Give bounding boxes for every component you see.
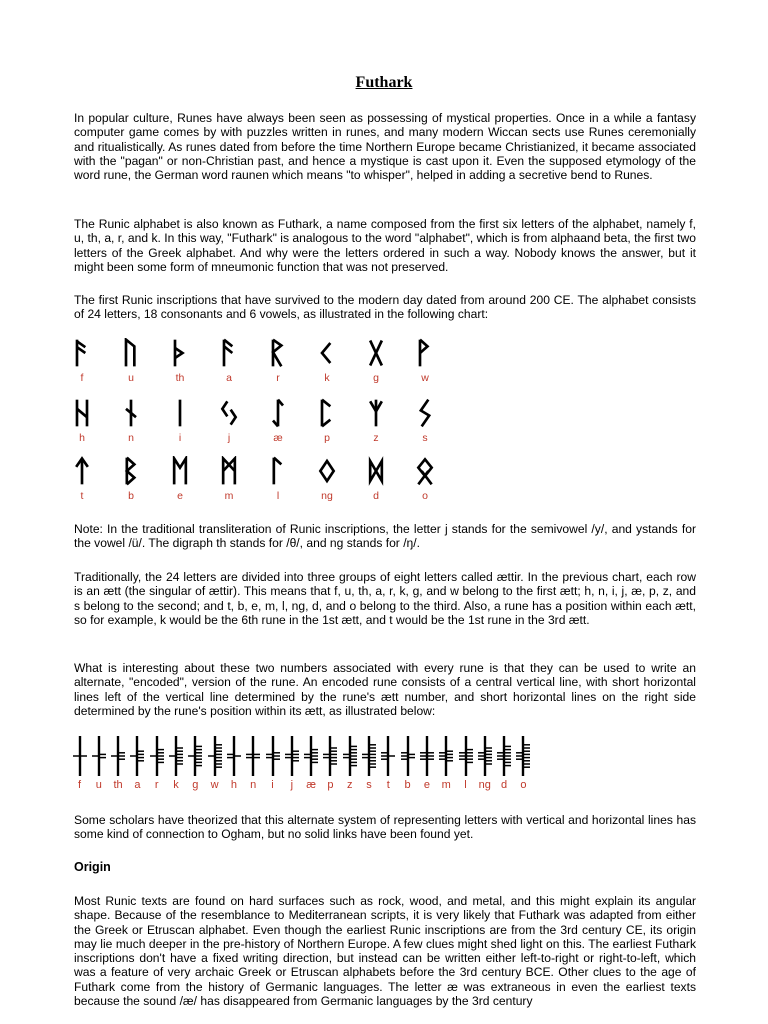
rune-h — [58, 398, 106, 444]
encoded-rune-label: t — [386, 779, 390, 791]
encoded-rune-label: h — [230, 779, 237, 791]
encoded-rune-s — [360, 735, 379, 791]
rune-chart-row-3 — [58, 456, 458, 511]
rune-glyph-kaun — [317, 338, 337, 368]
encoded-rune-label: w — [210, 779, 219, 791]
encoded-rune-label: s — [366, 779, 372, 791]
rune-label: w — [421, 372, 429, 384]
encoded-rune-p — [321, 735, 340, 791]
rune-label: l — [276, 490, 280, 502]
encoded-rune-label: d — [501, 779, 508, 791]
rune-label: d — [373, 490, 379, 502]
encoded-rune-z — [340, 735, 359, 791]
rune-label: t — [80, 490, 84, 502]
rune-w — [401, 338, 449, 384]
rune-t — [58, 456, 106, 502]
encoded-rune-t — [379, 735, 398, 791]
rune-glyph-eihwaz — [268, 398, 288, 428]
rune-label: ng — [321, 490, 333, 502]
rune-label: f — [80, 372, 84, 384]
rune-label: h — [79, 432, 85, 444]
encoded-rune-label: k — [173, 779, 179, 791]
encoded-rune-o — [514, 735, 533, 791]
rune-label: æ — [273, 432, 283, 444]
rune-glyph-berkano — [121, 456, 141, 486]
rune-ng — [303, 456, 351, 502]
rune-glyph-dagaz — [366, 456, 386, 486]
rune-label: i — [178, 432, 182, 444]
rune-th — [156, 338, 204, 384]
rune-k — [303, 338, 351, 384]
paragraph-first-inscriptions: The first Runic inscriptions that have survived to the modern day dated from around 200 CE. The alphabet consists of 24 letters, 18 consonants and 6 vowels, as illustrated in the following chart: — [74, 293, 696, 322]
rune-f — [58, 338, 106, 384]
encoded-rune-label: ng — [478, 779, 491, 791]
encoded-rune-label: n — [250, 779, 257, 791]
encoded-rune-ng — [475, 735, 494, 791]
encoded-rune-label: u — [95, 779, 102, 791]
encoded-rune-label: r — [154, 779, 159, 791]
rune-chart-row-2 — [58, 398, 458, 453]
rune-u — [107, 338, 155, 384]
page-title: Futhark — [355, 74, 413, 91]
rune-m — [205, 456, 253, 502]
encoded-rune-m — [437, 735, 456, 791]
encoded-rune-label: æ — [306, 779, 316, 791]
rune-i — [156, 398, 204, 444]
paragraph-futhark-name: The Runic alphabet is also known as Futhark, a name composed from the first six letters of the alphabet, namely f, u, th, a, r, and k. In this way, "Futhark" is analogous to the word "alphabet", which is from alphaand beta, the first two letters of the Greek alphabet. And why were the letters ordered in such a way. Nobody knows the answer, but it might been some form of mneumonic function that was not preserved. — [74, 217, 696, 274]
encoded-rune-label: th — [113, 779, 123, 791]
encoded-rune-label: e — [423, 779, 430, 791]
rune-glyph-hagalaz — [72, 398, 92, 428]
rune-glyph-tiwaz — [72, 456, 92, 486]
rune-glyph-raido — [268, 338, 288, 368]
rune-chart-row-1 — [58, 338, 458, 393]
section-heading-origin: Origin — [74, 860, 111, 874]
encoded-rune-b — [398, 735, 417, 791]
encoded-rune-j — [282, 735, 301, 791]
rune-label: th — [175, 372, 185, 384]
rune-glyph-uruz — [121, 338, 141, 368]
rune-label: z — [373, 432, 379, 444]
rune-label: b — [128, 490, 134, 502]
rune-glyph-algiz — [366, 398, 386, 428]
rune-label: n — [128, 432, 134, 444]
rune-b — [107, 456, 155, 502]
rune-glyph-ingwaz — [317, 456, 337, 486]
encoded-rune-h — [224, 735, 243, 791]
paragraph-aettir: Traditionally, the 24 letters are divided into three groups of eight letters called ættir. In the previous chart, each row is an ætt (the singular of ættir). This means that f, u, th, a, r, k, g, and w belong to the first ætt; h, n, i, j, æ, p, z, and s belong to the second; and t, b, e, m, l, ng, d, and o belong to the third. Also, a rune has a position within each ætt, so for example, k would be the 6th rune in the 1st ætt, and t would be the 1st rune in the 3rd ætt. — [74, 570, 696, 627]
rune-label: j — [227, 432, 231, 444]
rune-n — [107, 398, 155, 444]
rune-glyph-ehwaz — [170, 456, 190, 486]
encoded-rune-i — [263, 735, 282, 791]
encoded-rune-label: o — [520, 779, 527, 791]
rune-glyph-ansuz — [219, 338, 239, 368]
encoded-rune-r — [147, 735, 166, 791]
rune-glyph-mannaz — [219, 456, 239, 486]
rune-e — [156, 456, 204, 502]
encoded-rune-label: i — [271, 779, 274, 791]
rune-g — [352, 338, 400, 384]
encoded-rune-th — [109, 735, 128, 791]
encoded-rune-e — [417, 735, 436, 791]
rune-p — [303, 398, 351, 444]
encoded-rune-æ — [302, 735, 321, 791]
paragraph-origin: Most Runic texts are found on hard surfaces such as rock, wood, and metal, and this might explain its angular shape. Because of the resemblance to Mediterranean scripts, it is very likely that Futhark was adapted from either the Greek or Etruscan alphabet. Even though the earliest Runic inscriptions are from the 3rd century CE, its origin may lie much deeper in the pre-history of Northern Europe. A few clues might shed light on this. The earliest Futhark inscriptions don't have a fixed writing direction, but instead can be written either left-to-right or right-to-left, which was a feature of very archaic Greek or Etruscan alphabets before the 3rd century BCE. Other clues to the age of Futhark come from the history of Germanic languages. The letter æ was extraneous in even the earliest texts because the sound /æ/ has disappeared from Germanic languages by the 3rd century — [74, 894, 696, 1009]
encoded-rune-chart — [70, 735, 550, 805]
rune-label: r — [276, 372, 280, 384]
rune-r — [254, 338, 302, 384]
rune-label: a — [226, 372, 232, 384]
paragraph-ogham: Some scholars have theorized that this alternate system of representing letters with vertical and horizontal lines has some kind of connection to Ogham, but no solid links have been found yet. — [74, 813, 696, 842]
rune-label: m — [224, 490, 234, 502]
paragraph-intro: In popular culture, Runes have always been seen as possessing of mystical properties. Once in a while a fantasy computer game comes by with puzzles written in runes, and many modern Wiccan sects use Runes ceremonially and ritualistically. As runes dated from before the time Northern Europe became Christianized, it became associated with the "pagan" or non-Christian past, and hence a mystique is cast upon it. Even the supposed etymology of the word rune, the German word raunen which means "to whisper", helped in adding a secretive bend to Runes. — [74, 111, 696, 183]
encoded-rune-label: p — [327, 779, 334, 791]
paragraph-transliteration-note: Note: In the traditional transliteration of Runic inscriptions, the letter j stands for the semivowel /y/, and ystands for the vowel /ü/. The digraph th stands for /θ/, and ng stands for /ŋ/. — [74, 522, 696, 551]
rune-glyph-othala — [415, 456, 435, 486]
encoded-rune-label: b — [404, 779, 411, 791]
encoded-rune-label: z — [346, 779, 353, 791]
encoded-rune-label: g — [192, 779, 199, 791]
rune-label: o — [422, 490, 428, 502]
rune-glyph-laguz — [268, 456, 288, 486]
rune-label: u — [128, 372, 134, 384]
rune-glyph-naudiz — [121, 398, 141, 428]
encoded-rune-w — [205, 735, 224, 791]
rune-z — [352, 398, 400, 444]
encoded-rune-label: f — [77, 779, 82, 791]
encoded-rune-label: m — [441, 779, 451, 791]
rune-glyph-perth — [317, 398, 337, 428]
rune-glyph-isa — [170, 398, 190, 428]
encoded-rune-d — [495, 735, 514, 791]
rune-label: g — [373, 372, 379, 384]
rune-l — [254, 456, 302, 502]
rune-d — [352, 456, 400, 502]
encoded-rune-f — [70, 735, 89, 791]
rune-label: k — [324, 372, 330, 384]
encoded-rune-a — [128, 735, 147, 791]
encoded-rune-g — [186, 735, 205, 791]
paragraph-encoded-runes: What is interesting about these two numbers associated with every rune is that they can be used to write an alternate, "encoded", version of the rune. An encoded rune consists of a central vertical line, with short horizontal lines left of the vertical line determined by the rune's ætt number, and short horizontal lines on the right side determined by the rune's position within its ætt, as illustrated below: — [74, 661, 696, 718]
rune-glyph-thurisaz — [170, 338, 190, 368]
rune-glyph-gebo — [366, 338, 386, 368]
encoded-rune-k — [167, 735, 186, 791]
encoded-rune-label: j — [290, 779, 294, 791]
rune-s — [401, 398, 449, 444]
encoded-rune-label: l — [464, 779, 467, 791]
encoded-rune-u — [89, 735, 108, 791]
encoded-rune-l — [456, 735, 475, 791]
rune-æ — [254, 398, 302, 444]
rune-label: e — [177, 490, 183, 502]
encoded-rune-label: a — [134, 779, 141, 791]
rune-a — [205, 338, 253, 384]
encoded-rune-n — [244, 735, 263, 791]
rune-glyph-sowilo — [415, 398, 435, 428]
rune-o — [401, 456, 449, 502]
rune-glyph-jera — [219, 398, 239, 428]
rune-label: p — [324, 432, 330, 444]
rune-glyph-fehu — [72, 338, 92, 368]
rune-label: s — [422, 432, 428, 444]
rune-glyph-wunjo — [415, 338, 435, 368]
rune-j — [205, 398, 253, 444]
